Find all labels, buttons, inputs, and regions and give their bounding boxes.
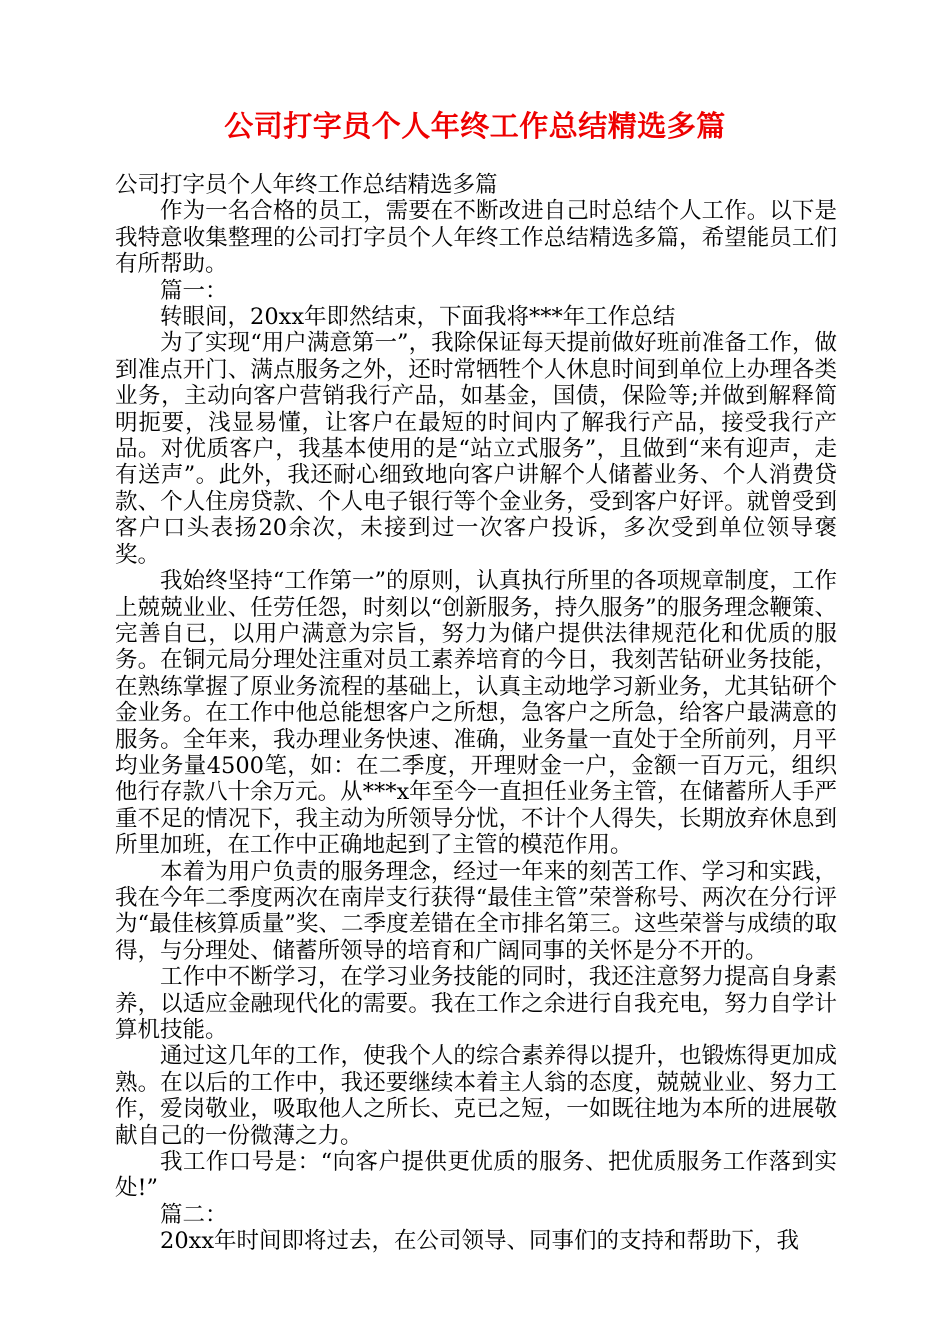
body-paragraph: 转眼间，20xx年即然结束，下面我将***年工作总结 <box>160 304 676 331</box>
body-paragraph: 20xx年时间即将过去，在公司领导、同事们的支持和帮助下，我 <box>160 1228 800 1255</box>
body-paragraph: 我工作口号是：“向客户提供更优质的服务、把优质服务工作落到实处!” <box>115 1149 837 1202</box>
body-paragraph: 工作中不断学习，在学习业务技能的同时，我还注意努力提高自身素养，以适应金融现代化的需要。我在工作之余进行自我充电，努力自学计算机技能。 <box>115 964 837 1043</box>
document-body <box>115 172 837 1255</box>
section-heading-1: 篇一： <box>160 277 228 304</box>
body-paragraph: 为了实现“用户满意第一”，我除保证每天提前做好班前准备工作，做到准点开门、满点服务之外，还时常牺牲个人休息时间到单位上办理各类业务，主动向客户营销我行产品，如基金，国债，保险等;并做到解释简明扼要，浅显易懂，让客户在最短的时间内了解我行产品，接受我行产品。对优质客户，我基本使用的是“站立式服务”，且做到“来有迎声，走有送声”。此外，我还耐心细致地向客户讲解个人储蓄业务、个人消费贷款、个人住房贷款、个人电子银行等个金业务，受到客户好评。就曾受到客户口头表扬20余次，未接到过一次客户投诉，多次受到单位领导褒奖。 <box>115 330 837 568</box>
document-title: 公司打字员个人年终工作总结精选多篇 <box>224 109 726 143</box>
subtitle-line: 公司打字员个人年终工作总结精选多篇 <box>115 172 498 198</box>
body-paragraph: 通过这几年的工作，使我个人的综合素养得以提升，也锻炼得更加成熟。在以后的工作中，我还要继续本着主人翁的态度，兢兢业业、努力工作，爱岗敬业，吸取他人之所长、克已之短，一如既往地为本所的进展敬献自己的一份微薄之力。 <box>115 1043 837 1149</box>
body-paragraph: 本着为用户负责的服务理念，经过一年来的刻苦工作、学习和实践，我在今年二季度两次在南岸支行获得“最佳主管”荣誉称号、两次在分行评为“最佳核算质量”奖、二季度差错在全市排名第三。这些荣誉与成绩的取得，与分理处、储蓄所领导的培育和广阔同事的关怀是分不开的。 <box>115 858 837 964</box>
body-paragraph: 我始终坚持“工作第一”的原则，认真执行所里的各项规章制度，工作上兢兢业业、任劳任怨，时刻以“创新服务，持久服务”的服务理念鞭策、完善自已，以用户满意为宗旨，努力为储户提供法律规范化和优质的服务。在铜元局分理处注重对员工素养培育的今日，我刻苦钻研业务技能，在熟练掌握了原业务流程的基础上，认真主动地学习新业务，尤其钻研个金业务。在工作中他总能想客户之所想，急客户之所急，给客户最满意的服务。全年来，我办理业务快速、准确，业务量一直处于全所前列，月平均业务量4500笔，如：在二季度，开理财金一户，金额一百万元，组织他行存款八十余万元。从***x年至今一直担任业务主管，在储蓄所人手严重不足的情况下，我主动为所领导分忧，不计个人得失，长期放弃休息到所里加班，在工作中正确地起到了主管的模范作用。 <box>115 568 837 859</box>
section-heading-2: 篇二： <box>160 1201 228 1228</box>
intro-paragraph: 作为一名合格的员工，需要在不断改进自己时总结个人工作。以下是我特意收集整理的公司打字员个人年终工作总结精选多篇，希望能员工们有所帮助。 <box>115 198 837 278</box>
